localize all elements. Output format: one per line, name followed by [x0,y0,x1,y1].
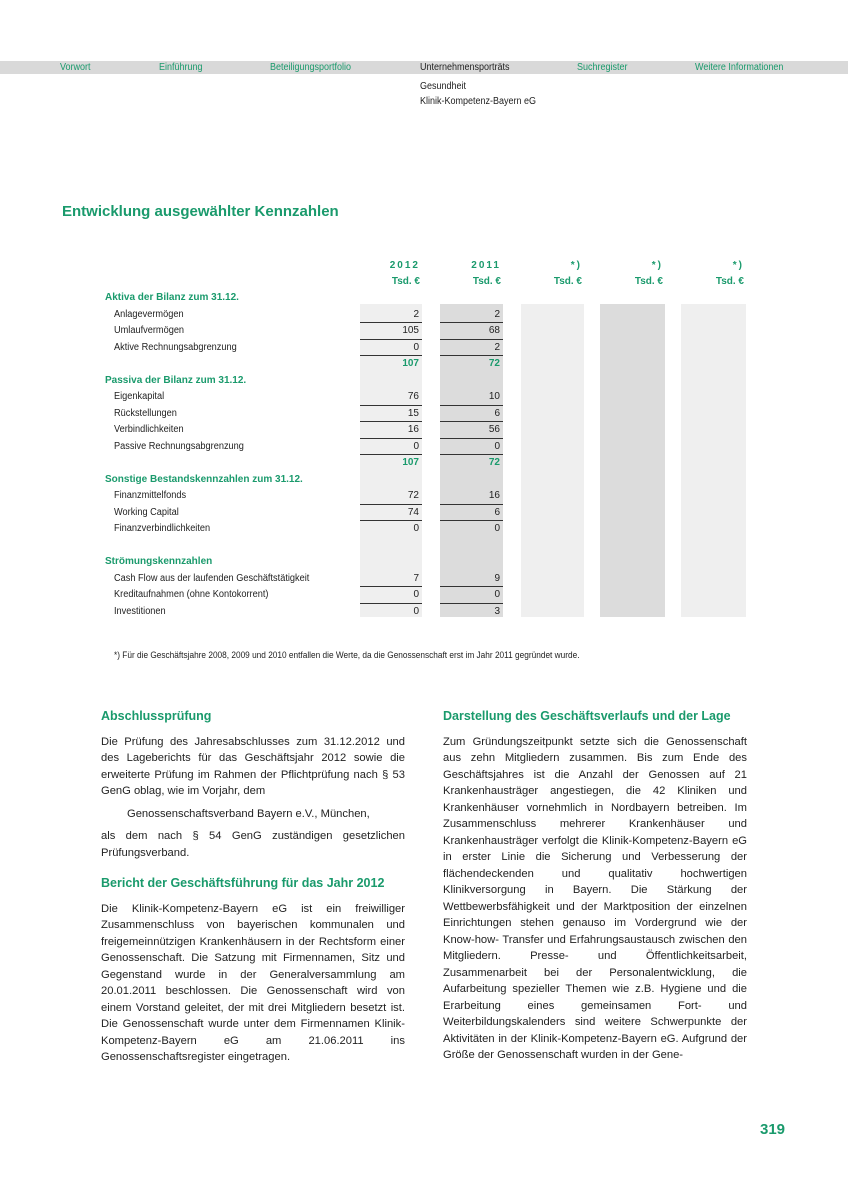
section-heading: Bericht der Geschäftsführung für das Jahr 2012 [101,876,385,890]
value-2011: 10 [440,389,503,406]
paragraph: als dem nach § 54 GenG zuständigen gesetzlichen Prüfungsverband. [101,830,405,859]
row-label: Kreditaufnahmen (ohne Kontokorrent) [114,589,269,600]
column-year: *) [651,260,663,271]
column-unit: Tsd. € [391,276,420,287]
value-2012: 0 [413,605,419,617]
value-2012: 7 [360,571,422,588]
column-unit: Tsd. € [472,276,501,287]
value-2011: 6 [440,505,503,522]
table-total-row [0,455,848,472]
row-label: Investitionen [114,605,166,617]
column-year: *) [732,260,744,271]
table-footnote: *) Für die Geschäftsjahre 2008, 2009 und 2010 entfallen die Werte, da die Genossenschaft erst im Jahr 2011 gegründet wurde. [114,650,580,660]
table-total-row [0,356,848,373]
table-row [0,340,848,357]
breadcrumb-category: Gesundheit [420,81,467,92]
table-section-heading [0,554,848,571]
paragraph: Zum Gründungszeitpunkt setzte sich die Genossenschaft aus zehn Mitgliedern zusammen. Bis zum Ende des Geschäftsjahres ist die Anzahl der Genossen auf 21 Krankenhausträger angestiegen, die 42 Kliniken und Krankenhäuser vornehmlich in Nordbayern betreiben. Im Zusammenschluss mehrerer Krankenhäuser und Krankenhausträger verfolgt die Klinik-Kompetenz-Bayern eG in erster Linie die Sicherung und Verbesserung der flächendeckenden und qualitativ hochwertigen Klinikversorgung in Bayern. Die Stärkung der Wettbewerbsfähigkeit und der Marktposition der einzelnen Einrichtungen stehen genauso im Vordergrund wie der Know-how- Transfer und Erfahrungsaustausch zwischen den Mitgliedern. Presse- und Öffentlichkeitsarbeit, Zusammenarbeit bei der Personalentwicklung, die Aufarbeitung spezieller Themen wie z.B. Hygiene und die Erarbeitung eines gemeinsamen Fort- und Weiterbildungskalenders sind weitere Schwerpunkte der Aktivitäten in der Klinik-Kompetenz-Bayern eG. Aufgrund der Größe der Genossenschaft wurden in der Gene- [443,735,747,1061]
column-year: *) [570,260,582,271]
column-unit: Tsd. € [553,276,582,287]
table-section-heading [0,290,848,307]
page-title: Entwicklung ausgewählter Kennzahlen [62,203,339,220]
right-column [443,708,747,1070]
row-label: Aktive Rechnungsabgrenzung [114,341,237,353]
value-2012: 72 [360,488,422,505]
table-row [0,604,848,621]
value-2012: 0 [360,439,422,456]
left-column [101,708,405,1072]
value-2011: 3 [494,605,500,617]
value-2012: 107 [402,358,419,369]
table-row [0,323,848,340]
value-2011: 0 [494,523,500,534]
table-row [0,521,848,538]
row-label: Anlagevermögen [114,308,184,320]
nav-beteiligungsportfolio[interactable]: Beteiligungsportfolio [270,62,352,73]
row-label: Eigenkapital [114,391,165,402]
column-unit: Tsd. € [715,276,744,287]
row-label: Sonstige Bestandskennzahlen zum 31.12. [105,473,303,485]
value-2012: 105 [360,323,422,340]
value-2012: 0 [413,523,419,534]
value-2011: 56 [440,422,503,439]
value-2011: 2 [440,307,503,324]
table-row [0,488,848,505]
nav-einfuehrung[interactable]: Einführung [159,62,203,73]
row-label: Passiva der Bilanz zum 31.12. [105,374,247,386]
value-2011: 16 [440,488,503,505]
value-2012: 0 [360,340,422,357]
row-label: Working Capital [114,506,179,518]
nav-weitere-informationen[interactable]: Weitere Informationen [695,62,784,73]
value-2012: 0 [360,587,422,604]
row-label: Passive Rechnungsabgrenzung [114,440,244,452]
page-number: 319 [760,1121,786,1138]
paragraph: Die Klinik-Kompetenz-Bayern eG ist ein freiwilliger Zusammenschluss von bayerischen kommunalen und freigemeinnützigen Krankenhäusern in der Rechtsform einer Genossenschaft. Die Satzung mit Firmennamen, Sitz und Gegenstand wurde in der Generalversammlung am 20.01.2011 beschlossen. Die Genossenschaft wird von einem Vorstand geleitet, der mit drei Mitgliedern besetzt ist. Die Genossenschaft wurde unter dem Firmennamen Klinik-Kompetenz-Bayern eG am 21.06.2011 ins Genossenschaftsregister eingetragen. [101,902,405,1063]
table-row [0,505,848,522]
top-navigation [0,61,848,74]
table-section-heading [0,373,848,390]
row-label: Aktiva der Bilanz zum 31.12. [105,292,239,303]
table-section-heading [0,472,848,489]
nav-suchregister[interactable]: Suchregister [577,62,628,73]
table-row [0,389,848,406]
column-year: 2012 [389,260,420,271]
paragraph: Genossenschaftsverband Bayern e.V., München, [127,807,370,820]
value-2011: 0 [440,439,503,456]
value-2011: 0 [440,587,503,604]
value-2011: 9 [440,571,503,588]
table-row [0,439,848,456]
nav-vorwort[interactable]: Vorwort [60,62,91,73]
row-label: Cash Flow aus der laufenden Geschäftstätigkeit [114,572,310,584]
value-2011: 72 [488,457,500,468]
value-2011: 72 [488,358,500,369]
nav-unternehmensportraets[interactable]: Unternehmensporträts [420,62,510,73]
value-2011: 2 [440,340,503,357]
row-label: Finanzverbindlichkeiten [114,523,211,534]
value-2012: 16 [360,422,422,439]
section-heading: Abschlussprüfung [101,709,212,723]
paragraph: Die Prüfung des Jahresabschlusses zum 31.12.2012 und des Lageberichts für das Geschäftsjahr 2012 sowie die erweiterte Prüfung im Rahmen der Pflichtprüfung nach § 53 GenG oblag, wie im Vorjahr, dem [101,735,405,797]
row-label: Umlaufvermögen [114,325,185,336]
table-row [0,422,848,439]
breadcrumb-company: Klinik-Kompetenz-Bayern eG [420,96,537,107]
value-2012: 107 [402,457,419,468]
table-row [0,406,848,423]
value-2012: 76 [360,389,422,406]
value-2012: 74 [360,505,422,522]
value-2011: 6 [440,406,503,423]
value-2012: 2 [360,307,422,324]
column-unit: Tsd. € [634,276,663,287]
row-label: Rückstellungen [114,407,177,419]
table-row [0,571,848,588]
value-2012: 15 [360,406,422,423]
table-row [0,538,848,555]
column-year: 2011 [471,260,501,271]
value-2011: 68 [440,323,503,340]
row-label: Strömungskennzahlen [105,556,213,567]
section-heading: Darstellung des Geschäftsverlaufs und der Lage [443,709,731,723]
row-label: Finanzmittelfonds [114,490,187,501]
table-row [0,307,848,324]
table-row [0,587,848,604]
row-label: Verbindlichkeiten [114,424,184,435]
